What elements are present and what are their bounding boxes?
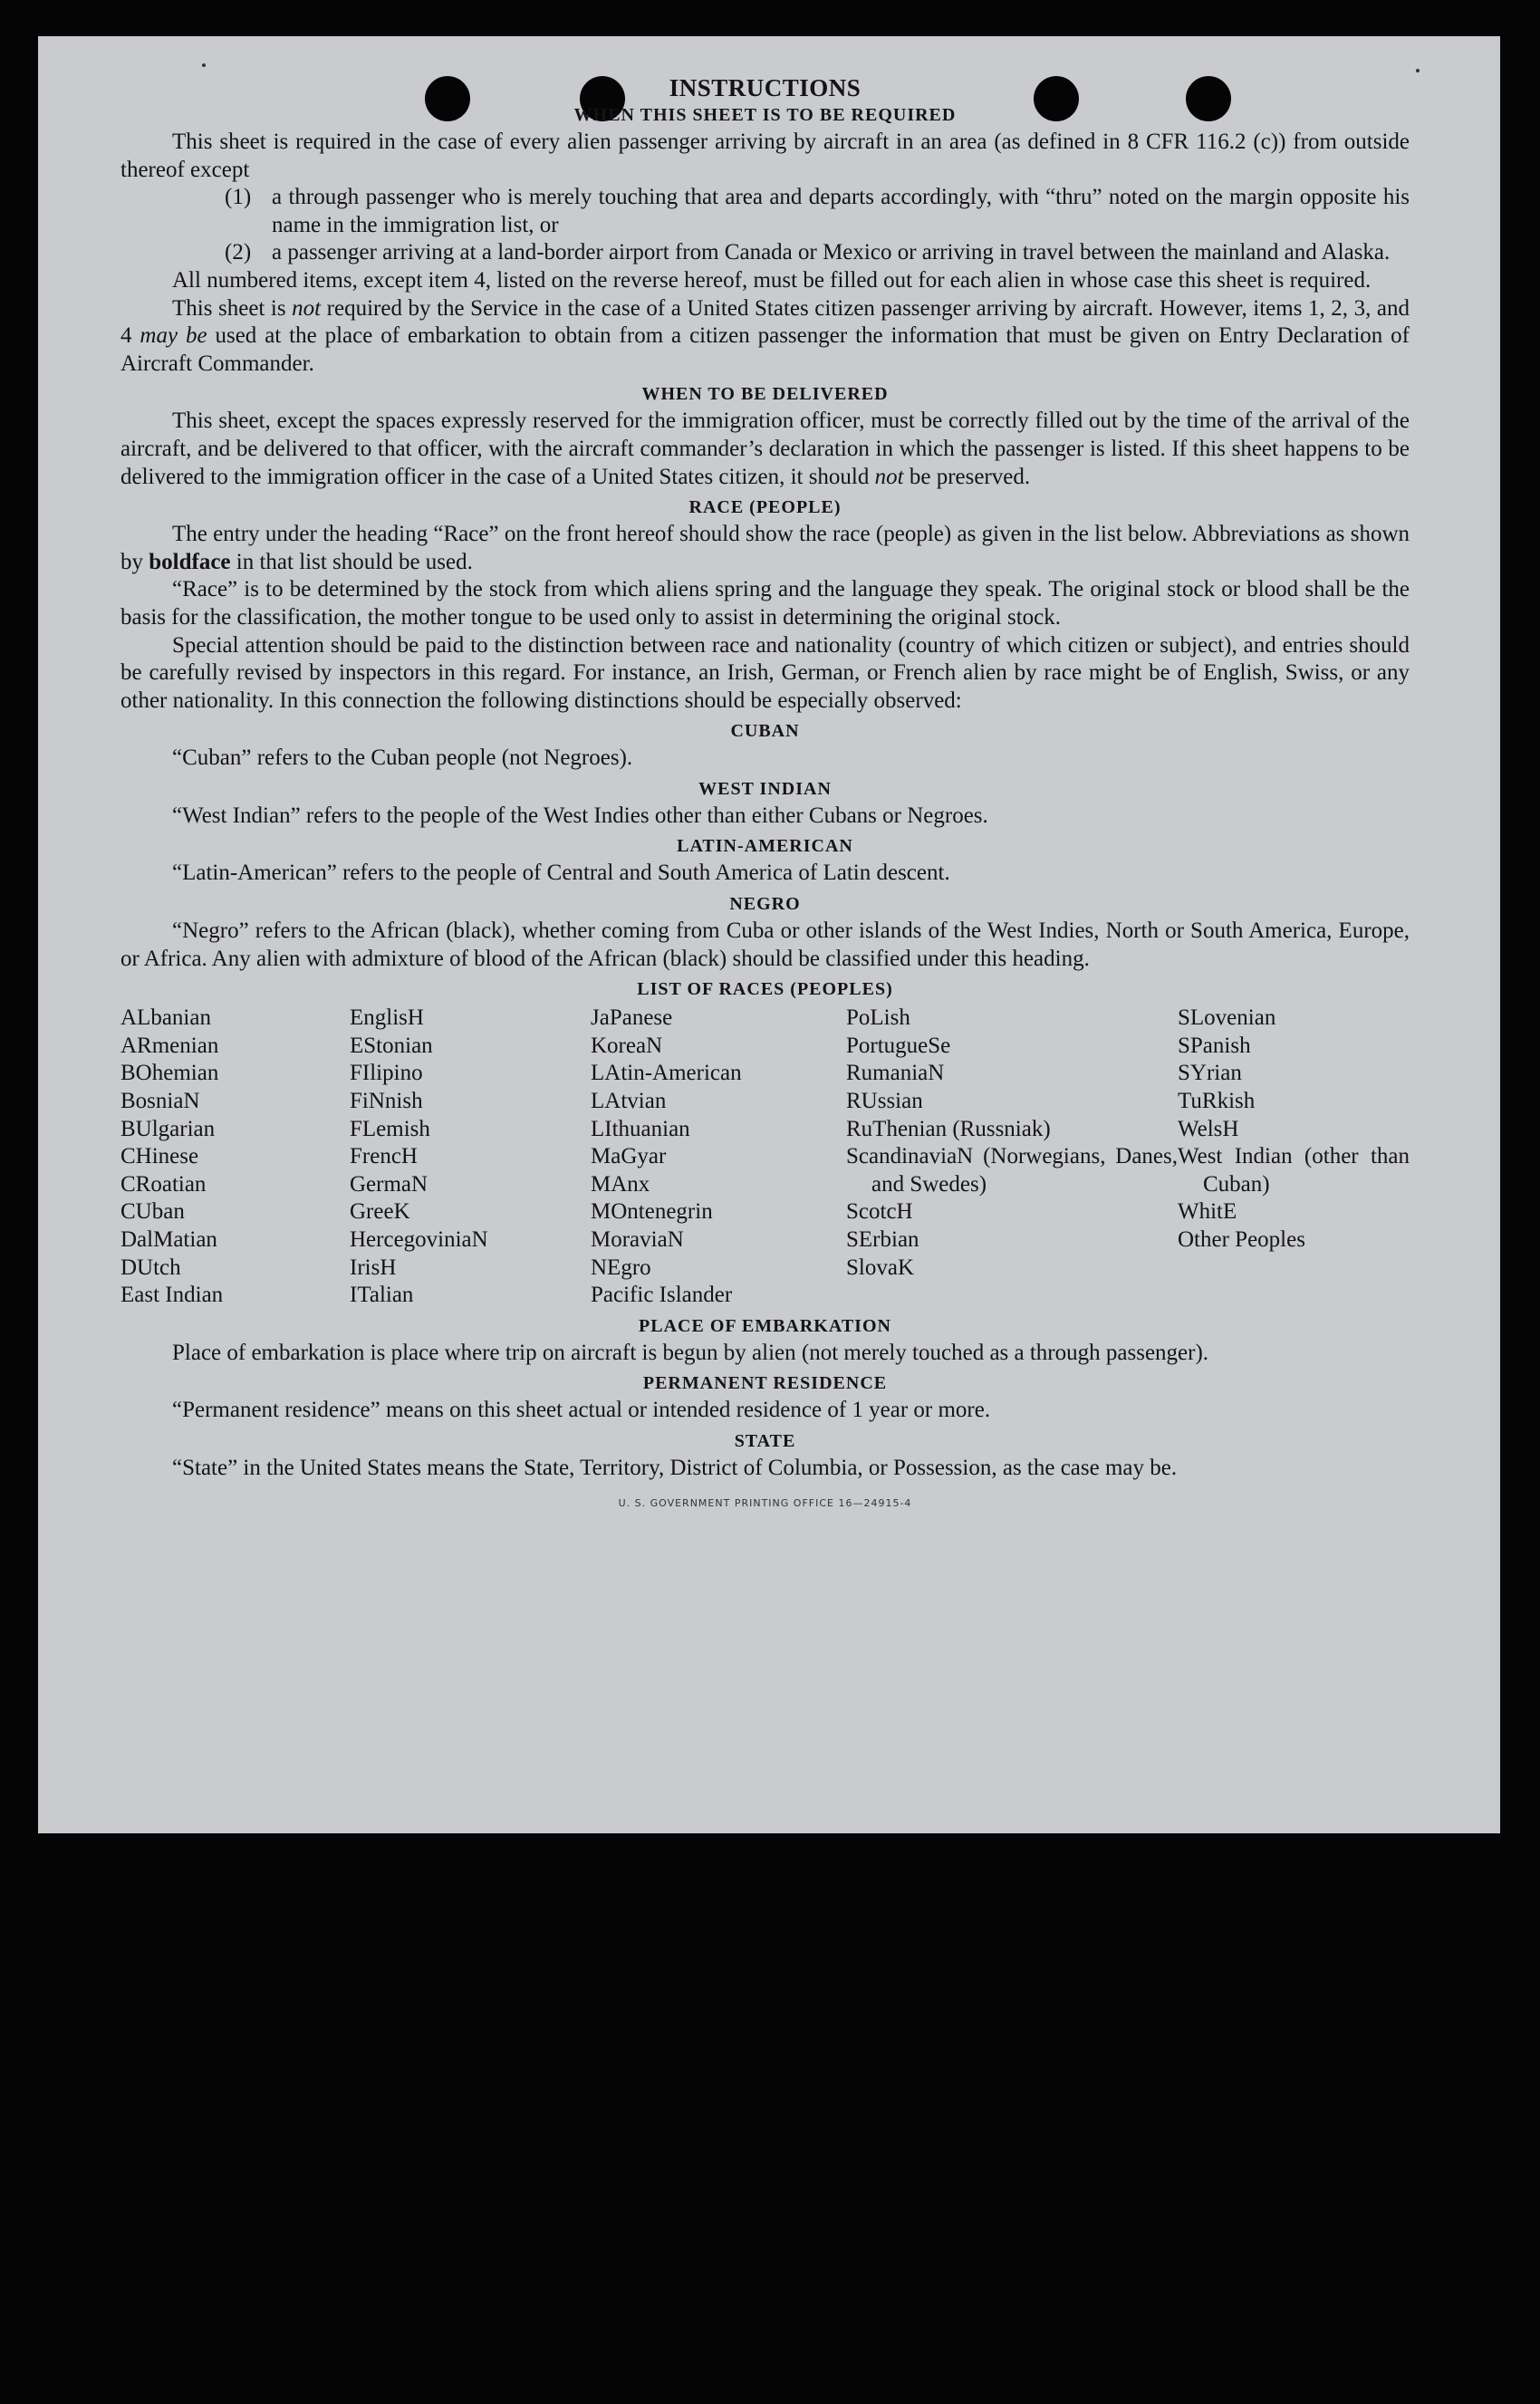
race-paragraph-2: “Race” is to be determined by the stock from which aliens spring and the language they speak. The original stock or blood shall be the basis for the classification, the mother tongue to be used only to assist in determining the original stock. bbox=[120, 577, 1410, 630]
document-page bbox=[38, 36, 1500, 1833]
race-entry: West Indian (other than Cuban) bbox=[1178, 1144, 1410, 1197]
race-entry: BOhemian bbox=[120, 1061, 219, 1086]
race-entry: SLovenian bbox=[1178, 1005, 1276, 1031]
text-span: The entry under the heading “Race” on the front hereof should show the race (people) as given in the list below. Abbreviations as shown by bbox=[120, 522, 1410, 574]
race-entry: MAnx bbox=[591, 1171, 650, 1197]
race-entry: Pacific Islander bbox=[591, 1283, 733, 1308]
race-entry: ALbanian bbox=[120, 1005, 211, 1031]
race-entry: HercegoviniaN bbox=[350, 1227, 488, 1252]
race-entry: SErbian bbox=[846, 1227, 919, 1252]
race-entry: FiNnish bbox=[350, 1089, 423, 1114]
emphasis-not: not bbox=[292, 295, 322, 321]
race-entry: IrisH bbox=[350, 1255, 397, 1280]
race-entry: SYrian bbox=[1178, 1061, 1242, 1086]
heading-when-required: WHEN THIS SHEET IS TO BE REQUIRED bbox=[573, 105, 957, 125]
item-text: a through passenger who is merely touching that area and departs accordingly, with “thru” noted on the margin opposite his name in the immigration list, or bbox=[272, 185, 1410, 237]
race-entry: SlovaK bbox=[846, 1255, 914, 1280]
heading-negro: NEGRO bbox=[729, 894, 801, 915]
text-span: This sheet, except the spaces expressly reserved for the immigration officer, must be correctly filled out by the time of the arrival of the aircraft, and be delivered to that officer, with the aircraft commander’s declaration in which the passenger is listed. If this sheet happens to be delivered to the immigration officer in the case of a United States citizen, it should bbox=[120, 409, 1410, 489]
item-number: (1) bbox=[225, 185, 252, 210]
race-entry: EnglisH bbox=[350, 1005, 424, 1031]
negro-text: “Negro” refers to the African (black), whether coming from Cuba or other islands of the West Indies, North or South America, Europe, or Africa. Any alien with admixture of blood of the African (black) should be classified under this heading. bbox=[120, 918, 1410, 971]
race-column bbox=[846, 1005, 1178, 1310]
race-entry: JaPanese bbox=[591, 1005, 673, 1031]
race-entry: DalMatian bbox=[120, 1227, 217, 1252]
race-entry: BUlgarian bbox=[120, 1116, 216, 1141]
cuban-text: “Cuban” refers to the Cuban people (not Negroes). bbox=[172, 745, 633, 771]
race-entry: WhitE bbox=[1178, 1199, 1237, 1225]
heading-when-delivered: WHEN TO BE DELIVERED bbox=[641, 384, 889, 405]
race-column bbox=[591, 1005, 846, 1310]
citizen-paragraph bbox=[120, 295, 1410, 379]
race-entry: CHinese bbox=[120, 1144, 199, 1169]
speck bbox=[202, 63, 206, 67]
race-column bbox=[1178, 1005, 1410, 1310]
race-entry: PortugueSe bbox=[846, 1033, 951, 1058]
page-title: INSTRUCTIONS bbox=[669, 74, 861, 101]
race-entry: MoraviaN bbox=[591, 1227, 684, 1252]
race-entry: FLemish bbox=[350, 1116, 430, 1141]
race-entry: ITalian bbox=[350, 1283, 414, 1308]
heading-list-of-races: LIST OF RACES (PEOPLES) bbox=[637, 979, 893, 1000]
when-required-intro: This sheet is required in the case of every alien passenger arriving by aircraft in an area (as defined in 8 CFR 116.2 (c)) from outside thereof except bbox=[120, 130, 1410, 182]
race-entry: ARmenian bbox=[120, 1033, 219, 1058]
numbered-items-paragraph: All numbered items, except item 4, listed on the reverse hereof, must be filled out for each alien in whose case this sheet is required. bbox=[172, 267, 1372, 293]
race-entry: GreeK bbox=[350, 1199, 410, 1225]
emphasis-may-be: may be bbox=[140, 323, 207, 349]
race-entry: ScandinaviaN (Norwegians, Danes, and Swedes) bbox=[846, 1144, 1178, 1197]
race-entry: EStonian bbox=[350, 1033, 433, 1058]
race-entry: ScotcH bbox=[846, 1199, 913, 1225]
race-entry: FIlipino bbox=[350, 1061, 423, 1086]
heading-west-indian: WEST INDIAN bbox=[698, 778, 832, 799]
race-entry: WelsH bbox=[1178, 1116, 1239, 1141]
race-entry: KoreaN bbox=[591, 1033, 663, 1058]
race-entry: DUtch bbox=[120, 1255, 181, 1280]
heading-cuban: CUBAN bbox=[730, 721, 800, 742]
race-entry: PoLish bbox=[846, 1005, 910, 1031]
race-entry: RuThenian (Russniak) bbox=[846, 1116, 1051, 1141]
race-entry: RumaniaN bbox=[846, 1061, 945, 1086]
text-span: used at the place of embarkation to obtain from a citizen passenger the information that must be given on Entry Declaration of Aircraft Commander. bbox=[120, 323, 1410, 376]
instructions-content bbox=[120, 74, 1410, 1517]
race-column bbox=[350, 1005, 591, 1310]
delivery-paragraph bbox=[120, 408, 1410, 491]
heading-latin-american: LATIN-AMERICAN bbox=[677, 836, 853, 857]
race-entry: RUssian bbox=[846, 1089, 923, 1114]
bold-word: boldface bbox=[149, 549, 231, 574]
race-entry: NEgro bbox=[591, 1255, 651, 1280]
speck bbox=[1416, 69, 1420, 72]
item-number: (2) bbox=[225, 240, 252, 265]
text-span: required by the Service in the case of a United States citizen passenger arriving by aircraft. However, items 1, 2, 3, and 4 bbox=[120, 295, 1410, 349]
heading-state: STATE bbox=[734, 1430, 796, 1451]
race-entry: CUban bbox=[120, 1199, 185, 1225]
race-entry: Other Peoples bbox=[1178, 1227, 1305, 1252]
race-paragraph-1 bbox=[120, 521, 1410, 576]
printing-office-imprint: U. S. GOVERNMENT PRINTING OFFICE 16—24915-4 bbox=[618, 1496, 912, 1509]
latin-american-text: “Latin-American” refers to the people of Central and South America of Latin descent. bbox=[172, 861, 950, 886]
exception-item-2 bbox=[225, 239, 1410, 267]
residence-text: “Permanent residence” means on this sheet actual or intended residence of 1 year or more. bbox=[172, 1398, 991, 1423]
race-entry: LAtin-American bbox=[591, 1061, 742, 1086]
race-entry: GermaN bbox=[350, 1171, 428, 1197]
exception-item-1 bbox=[225, 184, 1410, 239]
west-indian-text: “West Indian” refers to the people of the West Indies other than either Cubans or Negroes. bbox=[172, 803, 988, 828]
race-paragraph-3: Special attention should be paid to the distinction between race and nationality (country of which citizen or subject), and entries should be carefully revised by inspectors in this regard. For instance, an Irish, German, or French alien by race might be of English, Swiss, or any other nationality. In this connection the following distinctions should be especially observed: bbox=[120, 632, 1410, 713]
race-entry: LAtvian bbox=[591, 1089, 667, 1114]
text-span: This sheet is bbox=[172, 295, 293, 321]
heading-race: RACE (PEOPLE) bbox=[688, 497, 842, 518]
race-entry: MaGyar bbox=[591, 1144, 667, 1169]
race-entry: TuRkish bbox=[1178, 1089, 1256, 1114]
heading-place-of-embarkation: PLACE OF EMBARKATION bbox=[639, 1315, 891, 1336]
item-text: a passenger arriving at a land-border airport from Canada or Mexico or arriving in travel between the mainland and Alaska. bbox=[272, 240, 1391, 265]
race-entry: MOntenegrin bbox=[591, 1199, 713, 1225]
race-entry: SPanish bbox=[1178, 1033, 1251, 1058]
state-text: “State” in the United States means the State, Territory, District of Columbia, or Possession, as the case may be. bbox=[172, 1455, 1178, 1480]
emphasis-not: not bbox=[874, 464, 904, 489]
heading-permanent-residence: PERMANENT RESIDENCE bbox=[642, 1373, 888, 1394]
text-span: be preserved. bbox=[903, 464, 1031, 489]
race-entry: LIthuanian bbox=[591, 1116, 690, 1141]
race-column bbox=[120, 1005, 350, 1310]
race-list bbox=[120, 1005, 1410, 1310]
race-entry: BosniaN bbox=[120, 1089, 200, 1114]
text-span: in that list should be used. bbox=[230, 549, 473, 574]
race-entry: CRoatian bbox=[120, 1171, 207, 1197]
race-entry: East Indian bbox=[120, 1283, 224, 1308]
race-entry: FrencH bbox=[350, 1144, 418, 1169]
embarkation-text: Place of embarkation is place where trip on aircraft is begun by alien (not merely touched as a through passenger). bbox=[172, 1340, 1209, 1365]
